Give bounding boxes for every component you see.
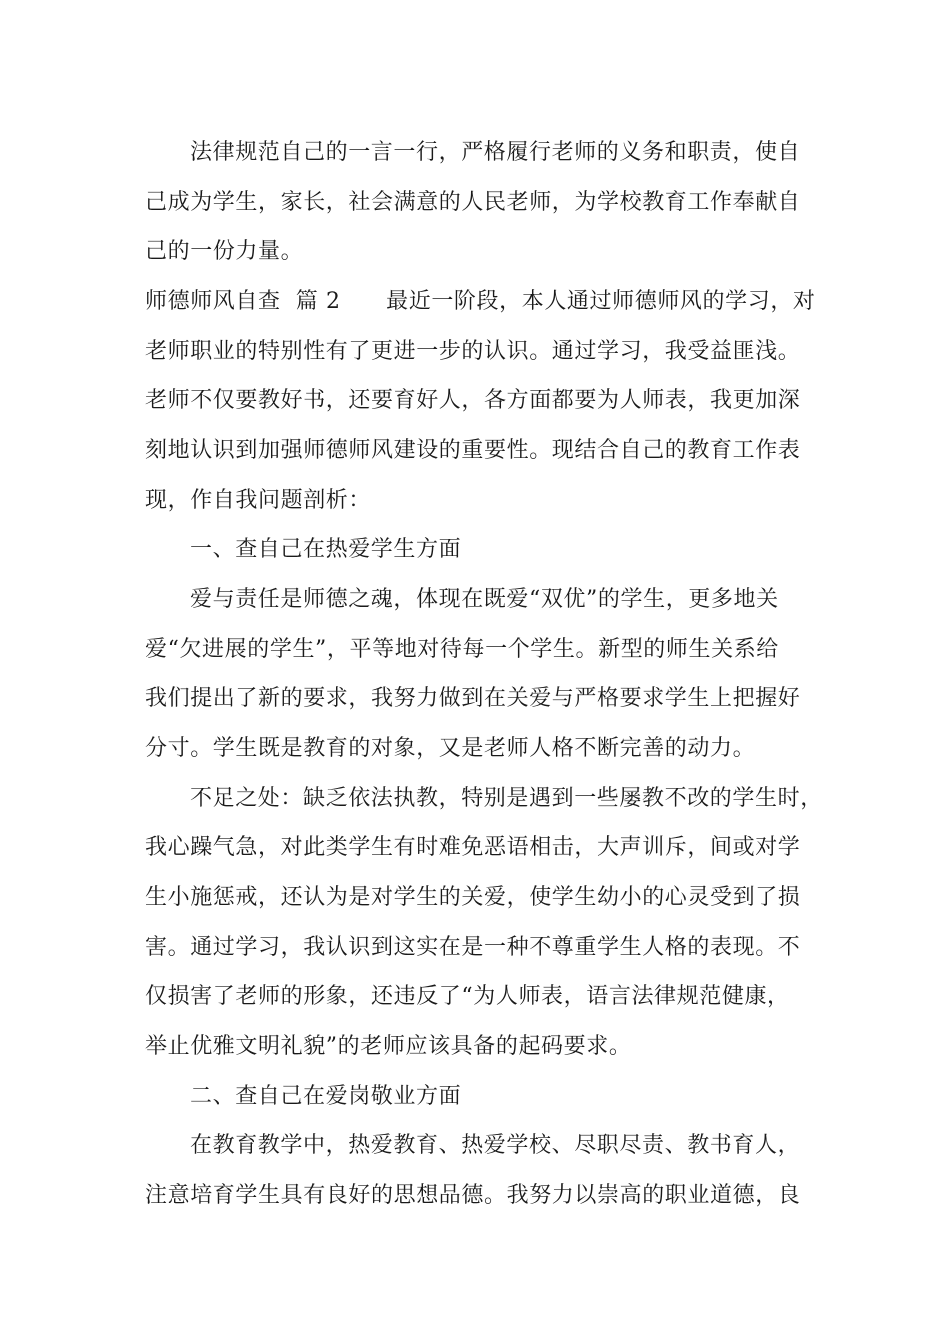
text-line: 师德师风自查 篇 2 最近一阶段，本人通过师德师风的学习，对 <box>145 289 816 314</box>
text-line: 注意培育学生具有良好的思想品德。我努力以崇高的职业道德，良 <box>145 1183 801 1208</box>
text-line: 害。通过学习，我认识到这实在是一种不尊重学生人格的表现。不 <box>145 935 801 960</box>
text-line: 己成为学生，家长，社会满意的人民老师，为学校教育工作奉献自 <box>145 190 801 215</box>
text-line: 我心躁气急，对此类学生有时难免恶语相击，大声训斥，间或对学 <box>145 835 801 860</box>
text-line: 不足之处：缺乏依法执教，特别是遇到一些屡教不改的学生时， <box>190 786 823 811</box>
text-line: 爱与责任是师德之魂，体现在既爱“双优”的学生，更多地关 <box>190 587 779 612</box>
text-line: 刻地认识到加强师德师风建设的重要性。现结合自己的教育工作表 <box>145 438 801 463</box>
section-heading: 一、查自己在热爱学生方面 <box>190 537 462 562</box>
text-line: 我们提出了新的要求，我努力做到在关爱与严格要求学生上把握好 <box>145 686 801 711</box>
text-line: 仅损害了老师的形象，还违反了“为人师表，语言法律规范健康， <box>145 984 790 1009</box>
text-line: 现，作自我问题剖析： <box>145 488 372 513</box>
section-heading: 二、查自己在爱岗敬业方面 <box>190 1084 462 1109</box>
text-line: 老师不仅要教好书，还要育好人，各方面都要为人师表，我更加深 <box>145 388 801 413</box>
text-line: 分寸。学生既是教育的对象，又是老师人格不断完善的动力。 <box>145 736 756 761</box>
text-line: 爱“欠进展的学生”，平等地对待每一个学生。新型的师生关系给 <box>145 637 779 662</box>
text-line: 在教育教学中，热爱教育、热爱学校、尽职尽责、教书育人， <box>190 1133 801 1158</box>
text-line: 举止优雅文明礼貌”的老师应该具备的起码要求。 <box>145 1034 632 1059</box>
text-line: 己的一份力量。 <box>145 239 304 264</box>
text-line: 老师职业的特别性有了更进一步的认识。通过学习，我受益匪浅。 <box>145 339 801 364</box>
text-line: 生小施惩戒，还认为是对学生的关爱，使学生幼小的心灵受到了损 <box>145 885 801 910</box>
text-line: 法律规范自己的一言一行，严格履行老师的义务和职责，使自 <box>190 140 801 165</box>
